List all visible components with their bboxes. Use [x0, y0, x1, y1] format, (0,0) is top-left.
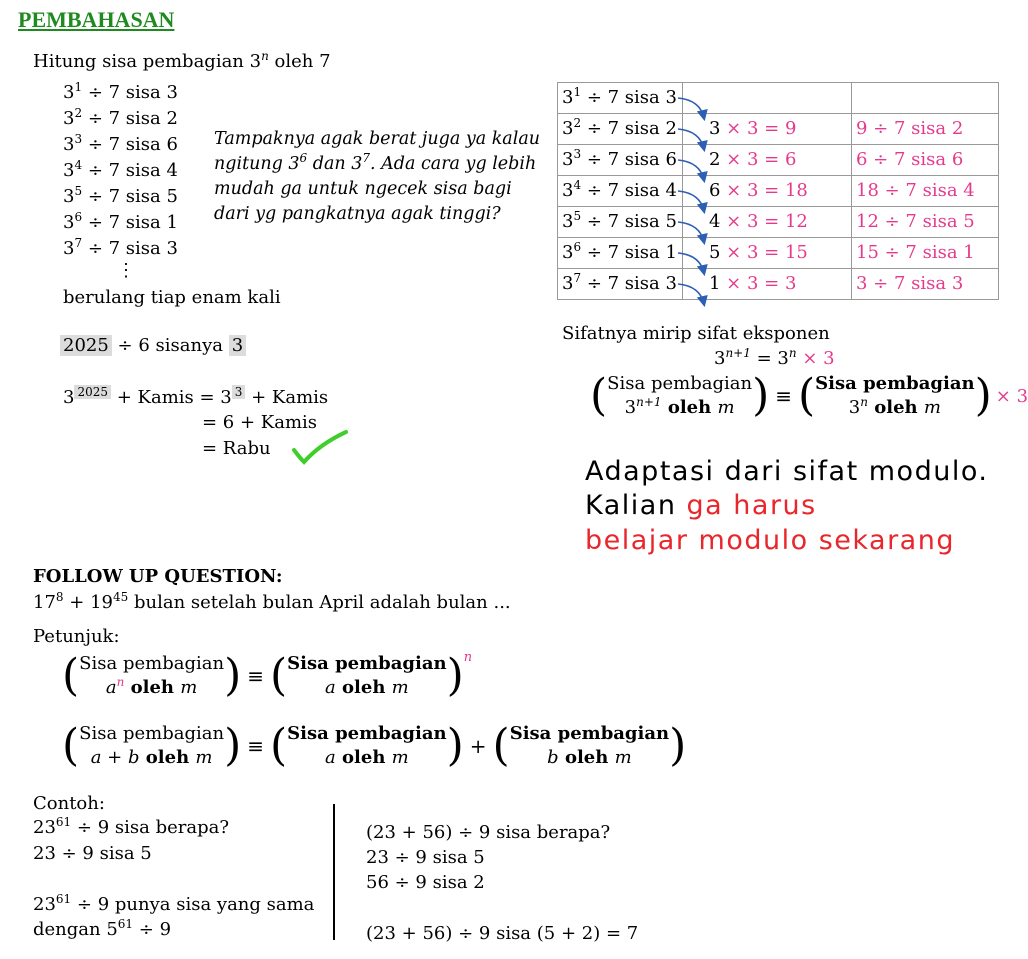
property-title: Sifatnya mirip sifat eksponen — [562, 323, 830, 344]
table-row — [558, 176, 999, 207]
calc-line-2: = 6 + Kamis — [202, 412, 318, 433]
question-note: Tampaknya agak berat juga ya kalau ngitung $3^6$ dan $3^7$. Ada cara yg lebih mudah ga untuk ngecek sisa bagi dari yg pangkatnya agak tinggi? — [214, 129, 541, 224]
hint-rule-1: ( Sisa pembagian $a^n$ oleh m ) ≡ ( Sisa pembagian a oleh m ) n — [62, 650, 473, 701]
example-left-2: 23 ÷ 9 sisa 5 — [33, 843, 152, 864]
table-cell: $3^1 \div 7$ sisa 3 — [558, 83, 683, 114]
table-cell: $3^3 \div 7$ sisa 6 — [558, 145, 683, 176]
table-row — [558, 114, 999, 145]
table-cell: 5 × 3 = 15 — [683, 238, 852, 269]
handwritten-line-2: Kalian ga harus — [585, 490, 817, 521]
power-line: $3^2 \div 7$ sisa 2 — [63, 106, 178, 129]
table-cell: 12 ÷ 7 sisa 5 — [852, 207, 999, 238]
remainder-table — [557, 82, 999, 300]
arrow-icon — [678, 222, 704, 242]
example-right-2: 23 ÷ 9 sisa 5 — [366, 847, 485, 868]
table-row — [558, 207, 999, 238]
example-divider — [333, 804, 335, 940]
page-title: PEMBAHASAN — [18, 7, 175, 32]
vertical-dots: ⋮ — [117, 260, 135, 281]
table-cell: 15 ÷ 7 sisa 1 — [852, 238, 999, 269]
followup-question: $17^8 + 19^{45}$ bulan setelah bulan April adalah bulan ... — [33, 590, 511, 613]
power-line: $3^5 \div 7$ sisa 5 — [63, 184, 178, 207]
handwritten-line-3: belajar modulo sekarang — [585, 525, 955, 556]
hint-rule-2: ( Sisa pembagian a + b oleh m ) ≡ ( Sisa pembagian a oleh m ) + ( Sisa pembagian b oleh m ) — [62, 720, 687, 771]
table-cell: $3^5 \div 7$ sisa 5 — [558, 207, 683, 238]
repeat-text: berulang tiap enam kali — [63, 287, 281, 308]
arrow-icon — [678, 129, 704, 149]
example-right-4: (23 + 56) ÷ 9 sisa (5 + 2) = 7 — [366, 923, 639, 944]
checkmark-icon — [290, 428, 350, 468]
power-line: $3^6 \div 7$ sisa 1 — [63, 210, 178, 233]
table-cell: 9 ÷ 7 sisa 2 — [852, 114, 999, 145]
table-cell: $3^7 \div 7$ sisa 3 — [558, 269, 683, 300]
power-line: $3^3 \div 7$ sisa 6 — [63, 132, 178, 155]
table-cell: 2 × 3 = 6 — [683, 145, 852, 176]
example-right-3: 56 ÷ 9 sisa 2 — [366, 872, 485, 893]
arrow-icon — [678, 191, 704, 211]
property-equation: $3^{n+1} = 3^n \times 3$ — [714, 346, 835, 369]
example-left-4: dengan $5^{61} \div 9$ — [33, 917, 172, 940]
power-line: $3^1 \div 7$ sisa 3 — [63, 80, 178, 103]
calc-line-1: 3 $^{2025}$ + Kamis = 3 $^3$ + Kamis — [63, 385, 329, 408]
example-label: Contoh: — [33, 793, 105, 814]
table-cell: 6 × 3 = 18 — [683, 176, 852, 207]
handwritten-line-1: Adaptasi dari sifat modulo. — [585, 456, 989, 487]
table-cell: 4 × 3 = 12 — [683, 207, 852, 238]
table-row — [558, 238, 999, 269]
arrow-icon — [678, 98, 704, 118]
property-binomial: ( Sisa pembagian $3^{n+1}$ oleh m ) ≡ ( Sisa pembagian 3$^n$ oleh m ) × 3 — [590, 370, 1028, 421]
table-cell: $3^6 \div 7$ sisa 1 — [558, 238, 683, 269]
power-line: $3^7 \div 7$ sisa 3 — [63, 236, 178, 259]
example-left-3: $23^{61} \div 9$ punya sisa yang sama — [33, 892, 315, 915]
arrow-icon — [678, 253, 704, 273]
table-cell: 6 ÷ 7 sisa 6 — [852, 145, 999, 176]
table-cell: $3^2 \div 7$ sisa 2 — [558, 114, 683, 145]
example-right-1: (23 + 56) ÷ 9 sisa berapa? — [366, 822, 611, 843]
table-cell: 3 × 3 = 9 — [683, 114, 852, 145]
arrow-icon — [678, 160, 704, 180]
table-cell: 18 ÷ 7 sisa 4 — [852, 176, 999, 207]
table-cell — [852, 83, 999, 114]
table-row — [558, 83, 999, 114]
table-row — [558, 269, 999, 300]
table-cell: $3^4 \div 7$ sisa 4 — [558, 176, 683, 207]
table-cell: 1 × 3 = 3 — [683, 269, 852, 300]
intro-line: Hitung sisa pembagian 3$^n$ oleh 7 — [33, 49, 331, 72]
hint-label: Petunjuk: — [33, 626, 120, 647]
table-cell: 3 ÷ 7 sisa 3 — [852, 269, 999, 300]
power-line: $3^4 \div 7$ sisa 4 — [63, 158, 178, 181]
followup-label: FOLLOW UP QUESTION: — [33, 566, 283, 587]
calc-line-3: = Rabu — [202, 438, 271, 459]
example-left-1: $23^{61} \div 9$ sisa berapa? — [33, 815, 229, 838]
arrows-overlay — [670, 86, 730, 298]
arrow-icon — [678, 284, 704, 304]
table-row — [558, 145, 999, 176]
mod-line: 2025 ÷ 6 sisanya 3 — [60, 337, 246, 355]
